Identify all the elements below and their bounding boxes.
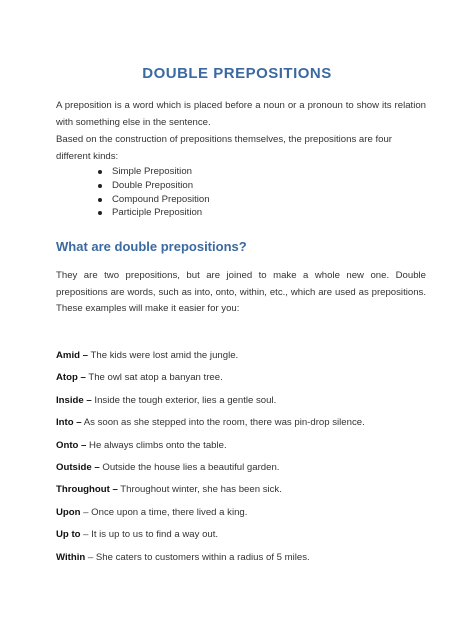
- example-item: [56, 439, 426, 461]
- example-item: [56, 349, 426, 371]
- intro-paragraph: A preposition is a word which is placed before a noun or a pronoun to show its relation with something else in the sentence.: [56, 100, 426, 128]
- example-sentence: Outside the house lies a beautiful garden.: [99, 461, 280, 473]
- example-sentence: He always climbs onto the table.: [86, 439, 227, 451]
- example-term: Atop –: [56, 372, 86, 384]
- example-item: [56, 461, 426, 483]
- list-item: [98, 193, 210, 207]
- list-item: [98, 165, 210, 179]
- example-term: Throughout –: [56, 484, 118, 496]
- examples-list: [56, 349, 426, 573]
- example-item: [56, 416, 426, 438]
- example-sentence: As soon as she stepped into the room, there was pin-drop silence.: [81, 417, 365, 429]
- example-term: Inside –: [56, 394, 92, 406]
- example-sentence: The owl sat atop a banyan tree.: [85, 372, 223, 384]
- bullet-icon: [98, 170, 102, 174]
- list-item-label: Simple Preposition: [112, 166, 192, 177]
- definition-paragraph: They are two prepositions, but are joined to make a whole new one. Double prepositions are words, such as into, onto, within, etc., which are used as prepositions. These examples will make it easier for you:: [56, 270, 426, 314]
- preposition-kinds-list: [98, 165, 210, 220]
- example-sentence: – She caters to customers within a radius of 5 miles.: [85, 551, 310, 563]
- example-item: [56, 528, 426, 550]
- bullet-icon: [98, 211, 102, 215]
- document-title: DOUBLE PREPOSITIONS: [142, 65, 332, 82]
- bullet-icon: [98, 198, 102, 202]
- example-term: Upon: [56, 506, 81, 518]
- example-item: [56, 394, 426, 416]
- list-item-label: Double Preposition: [112, 179, 194, 191]
- example-sentence: – It is up to us to find a way out.: [80, 529, 219, 541]
- example-term: Within: [56, 551, 86, 563]
- example-sentence: The kids were lost amid the jungle.: [88, 350, 239, 361]
- example-term: Up to: [56, 529, 81, 541]
- bullet-icon: [98, 184, 102, 188]
- construction-paragraph: Based on the construction of prepositions themselves, the prepositions are four different kinds:: [56, 134, 392, 162]
- example-sentence: Throughout winter, she has been sick.: [117, 484, 282, 496]
- example-term: Into –: [56, 417, 82, 429]
- example-item: [56, 371, 426, 393]
- list-item: [98, 179, 210, 193]
- example-term: Amid –: [56, 350, 88, 361]
- section-heading: What are double prepositions?: [56, 239, 247, 254]
- example-item: [56, 483, 426, 505]
- list-item-label: Compound Preposition: [112, 193, 210, 205]
- example-sentence: – Once upon a time, there lived a king.: [80, 506, 248, 518]
- example-sentence: Inside the tough exterior, lies a gentle soul.: [91, 394, 277, 406]
- example-term: Onto –: [56, 439, 87, 451]
- list-item: [98, 206, 210, 220]
- list-item-label: Participle Preposition: [112, 207, 203, 219]
- example-term: Outside –: [56, 461, 100, 473]
- example-item: [56, 551, 426, 573]
- example-item: [56, 506, 426, 528]
